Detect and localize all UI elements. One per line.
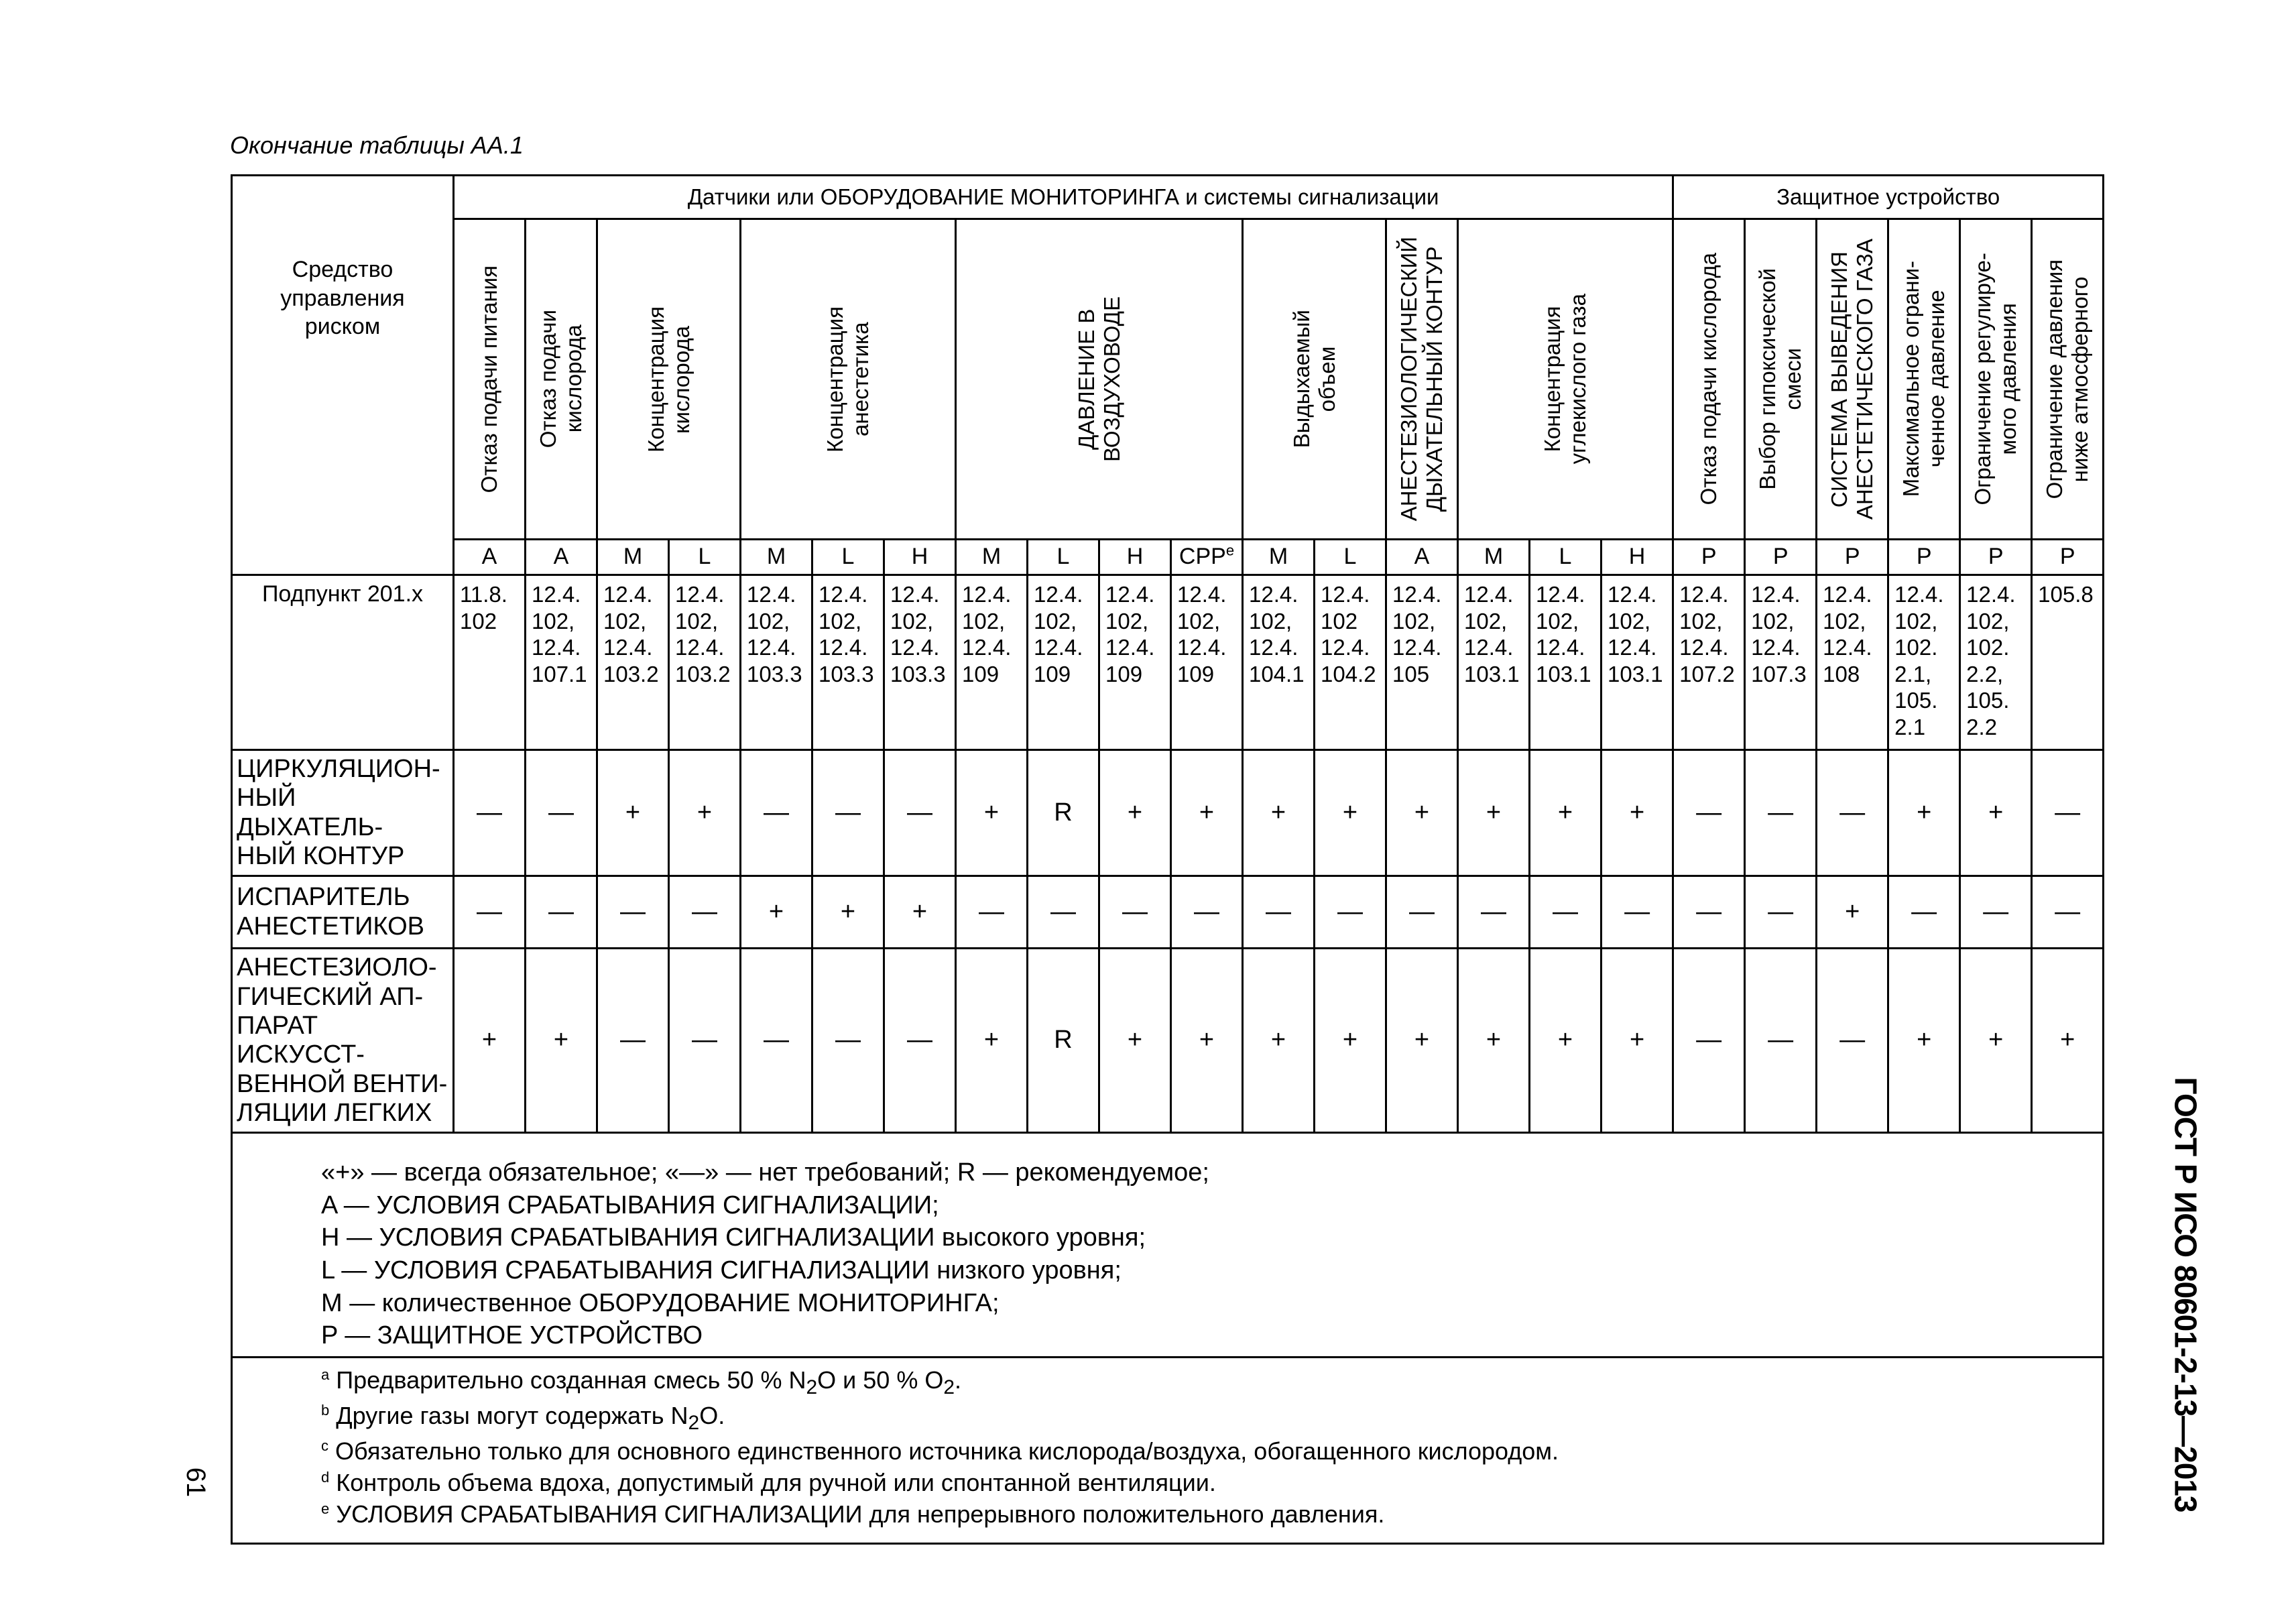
mark-cell: — [526,750,597,876]
protection-group-header: Защитное устройство [1673,176,2104,219]
mark-cell: — [1745,949,1817,1133]
mark-cell: + [1099,750,1171,876]
code-cell: A [1386,540,1458,575]
mark-cell: — [1315,876,1386,949]
code-cell: A [454,540,526,575]
mark-cell: + [1530,750,1602,876]
clause-cell: 12.4. 102, 12.4. 103.2 [597,575,669,750]
clause-cell: 12.4. 102, 12.4. 107.1 [526,575,597,750]
mark-cell: — [1673,876,1745,949]
clause-cell: 12.4. 102, 12.4. 109 [1099,575,1171,750]
mark-cell: + [741,876,812,949]
clause-cell: 12.4. 102 12.4. 104.2 [1315,575,1386,750]
sub-header-anesthetic-concentration: Концентрация анестетика [741,219,956,540]
code-cell-cpp: CPP$^e$ [1171,540,1243,575]
clause-cell: 105.8 [2032,575,2104,750]
mark-cell: + [1315,949,1386,1133]
mark-cell: — [1960,876,2032,949]
legend-line: P — ЗАЩИТНОЕ УСТРОЙСТВО [321,1321,703,1350]
code-cell: P [2032,540,2104,575]
table-row-circle-breathing-system [232,750,2104,876]
mark-cell: + [1817,876,1888,949]
mark-cell: — [669,876,741,949]
clause-cell: 12.4. 102, 12.4. 103.1 [1530,575,1602,750]
mark-cell: + [1960,949,2032,1133]
mark-cell: — [2032,750,2104,876]
mark-cell: + [1960,750,2032,876]
table-caption: Окончание таблицы АА.1 [230,131,524,159]
mark-cell: + [1315,750,1386,876]
mark-cell: + [1530,949,1602,1133]
risk-control-table [231,174,2104,1545]
footnotes-row [232,1357,2104,1543]
code-cell: L [1315,540,1386,575]
mark-cell: — [454,750,526,876]
cpp-footnote-mark: e [1225,542,1235,560]
sub-header-adjustable-pressure-limit: Ограничение регулируе- мого давления [1960,219,2032,540]
footnote-a: $^a$ Предварительно созданная смесь 50 % $N_2O$ и 50 % $O_2$. [321,1366,962,1399]
legend-line: L — УСЛОВИЯ СРАБАТЫВАНИЯ СИГНАЛИЗАЦИИ низкого уровня; [321,1256,1122,1284]
mark-cell: — [1530,876,1602,949]
mark-cell: — [1602,876,1673,949]
footnote-e: $^e$ УСЛОВИЯ СРАБАТЫВАНИЯ СИГНАЛИЗАЦИИ для непрерывного положительного давления. [321,1500,1385,1528]
code-row [232,540,2104,575]
mark-cell: + [454,949,526,1133]
mark-cell: — [812,750,884,876]
clause-cell: 12.4. 102, 12.4. 109 [1171,575,1243,750]
mark-cell: — [1745,750,1817,876]
mark-cell: + [884,876,956,949]
code-cell: L [812,540,884,575]
table-row-anesthetic-ventilator [232,949,2104,1133]
mark-cell: + [812,876,884,949]
code-cell: L [1028,540,1099,575]
mark-cell: + [1099,949,1171,1133]
mark-cell: + [1602,750,1673,876]
sub-header-oxygen-supply-failure: Отказ подачи кислорода [526,219,597,540]
mark-cell: — [1817,750,1888,876]
mark-cell: — [1888,876,1960,949]
mark-cell: — [1458,876,1530,949]
code-cell: M [1243,540,1315,575]
mark-cell: + [956,949,1028,1133]
clause-cell: 12.4. 102, 12.4. 108 [1817,575,1888,750]
mark-cell: — [597,876,669,949]
mark-cell: — [1028,876,1099,949]
code-cell: H [1602,540,1673,575]
mark-cell: — [1817,949,1888,1133]
sub-header-oxygen-failure-protection: Отказ подачи кислорода [1673,219,1745,540]
legend-line: H — УСЛОВИЯ СРАБАТЫВАНИЯ СИГНАЛИЗАЦИИ высокого уровня; [321,1223,1146,1252]
mark-cell: R [1028,750,1099,876]
mark-cell: + [1602,949,1673,1133]
mark-cell: — [1171,876,1243,949]
code-cell: M [741,540,812,575]
mark-cell: + [1458,949,1530,1133]
clause-cell: 12.4. 102, 12.4. 103.3 [884,575,956,750]
mark-cell: + [1386,949,1458,1133]
clause-cell: 12.4. 102, 12.4. 103.1 [1602,575,1673,750]
mark-cell: — [956,876,1028,949]
code-cell: M [597,540,669,575]
mark-cell: R [1028,949,1099,1133]
clause-cell: 12.4. 102, 12.4. 103.1 [1458,575,1530,750]
code-cell: L [1530,540,1602,575]
clause-cell: 12.4. 102, 12.4. 107.3 [1745,575,1817,750]
mark-cell: — [597,949,669,1133]
mark-cell: — [1673,750,1745,876]
footnote-b: $^b$ Другие газы могут содержать $N_2O$. [321,1402,725,1435]
footnotes [232,1357,2104,1543]
mark-cell: — [1243,876,1315,949]
mark-cell: — [884,750,956,876]
mark-cell: — [812,949,884,1133]
sub-header-power-failure: Отказ подачи питания [454,219,526,540]
legend-row [232,1133,2104,1358]
legend-line: M — количественное ОБОРУДОВАНИЕ МОНИТОРИНГА; [321,1288,1000,1317]
mark-cell: + [1888,949,1960,1133]
sub-header-expired-volume: Выдыхаемый объем [1243,219,1386,540]
clause-row [232,575,2104,750]
clause-cell: 12.4. 102, 12.4. 104.1 [1243,575,1315,750]
mark-cell: — [454,876,526,949]
code-cell: H [884,540,956,575]
standard-designation: ГОСТ Р ИСО 80601-2-13—2013 [2168,1077,2203,1512]
mark-cell: + [1171,949,1243,1133]
row-label: ЦИРКУЛЯЦИОН- НЫЙ ДЫХАТЕЛЬ- НЫЙ КОНТУР [232,750,454,876]
mark-cell: — [1099,876,1171,949]
risk-control-header: Средство управления риском [232,176,454,575]
sub-header-max-limited-pressure: Максимальное ограни- ченное давление [1888,219,1960,540]
mark-cell: — [1745,876,1817,949]
clause-row-label: Подпункт 201.x [232,575,454,750]
legend [232,1133,2104,1358]
code-cell: P [1673,540,1745,575]
clause-cell: 12.4. 102, 12.4. 105 [1386,575,1458,750]
mark-cell: + [526,949,597,1133]
clause-cell: 11.8. 102 [454,575,526,750]
code-cell: P [1817,540,1888,575]
mark-cell: + [1458,750,1530,876]
mark-cell: — [741,750,812,876]
sub-header-co2-concentration: Концентрация углекислого газа [1458,219,1673,540]
clause-cell: 12.4. 102, 12.4. 103.3 [812,575,884,750]
sub-header-hypoxic-mixture: Выбор гипоксической смеси [1745,219,1817,540]
mark-cell: + [669,750,741,876]
code-cell: A [526,540,597,575]
code-cell: M [1458,540,1530,575]
legend-line: «+» — всегда обязательное; «—» — нет требований; R — рекомендуемое; [321,1158,1209,1187]
sub-header-airway-pressure: ДАВЛЕНИЕ В ВОЗДУХОВОДЕ [956,219,1243,540]
mark-cell: — [526,876,597,949]
mark-cell: + [1888,750,1960,876]
code-cell: L [669,540,741,575]
clause-cell: 12.4. 102, 102. 2.2, 105. 2.2 [1960,575,2032,750]
clause-cell: 12.4. 102, 12.4. 107.2 [1673,575,1745,750]
clause-cell: 12.4. 102, 12.4. 103.2 [669,575,741,750]
row-label: ИСПАРИТЕЛЬ АНЕСТЕТИКОВ [232,876,454,949]
code-cell: H [1099,540,1171,575]
legend-line: A — УСЛОВИЯ СРАБАТЫВАНИЯ СИГНАЛИЗАЦИИ; [321,1191,939,1219]
code-cell: P [1960,540,2032,575]
mark-cell: + [1243,949,1315,1133]
code-cell: P [1745,540,1817,575]
mark-cell: — [741,949,812,1133]
sub-header-gas-scavenging: СИСТЕМА ВЫВЕДЕНИЯ АНЕСТЕТИЧЕСКОГО ГАЗА [1817,219,1888,540]
sub-header-subatmospheric-pressure-limit: Ограничение давления ниже атмосферного [2032,219,2104,540]
mark-cell: + [1171,750,1243,876]
mark-cell: + [1243,750,1315,876]
mark-cell: — [2032,876,2104,949]
mark-cell: — [1673,949,1745,1133]
sub-header-breathing-system: АНЕСТЕЗИОЛОГИЧЕСКИЙ ДЫХАТЕЛЬНЫЙ КОНТУР [1386,219,1458,540]
mark-cell: + [597,750,669,876]
clause-cell: 12.4. 102, 12.4. 109 [1028,575,1099,750]
row-label: АНЕСТЕЗИОЛО- ГИЧЕСКИЙ АП- ПАРАТ ИСКУССТ- ВЕННОЙ ВЕНТИ- ЛЯЦИИ ЛЕГКИХ [232,949,454,1133]
code-cell: M [956,540,1028,575]
table-row-anesthetic-vaporizer [232,876,2104,949]
monitoring-group-header: Датчики или ОБОРУДОВАНИЕ МОНИТОРИНГА и системы сигнализации [454,176,1673,219]
mark-cell: + [1386,750,1458,876]
footnote-d: $^d$ Контроль объема вдоха, допустимый для ручной или спонтанной вентиляции. [321,1469,1216,1497]
page-number: 61 [181,1467,210,1498]
mark-cell: — [669,949,741,1133]
clause-cell: 12.4. 102, 12.4. 103.3 [741,575,812,750]
clause-cell: 12.4. 102, 12.4. 109 [956,575,1028,750]
mark-cell: — [884,949,956,1133]
mark-cell: + [956,750,1028,876]
mark-cell: — [1386,876,1458,949]
sub-header-oxygen-concentration: Концентрация кислорода [597,219,741,540]
mark-cell: + [2032,949,2104,1133]
code-cell: P [1888,540,1960,575]
footnote-c: $^c$ Обязательно только для основного единственного источника кислорода/воздуха, обогащенного кислородом. [321,1437,1559,1465]
clause-cell: 12.4. 102, 102. 2.1, 105. 2.1 [1888,575,1960,750]
